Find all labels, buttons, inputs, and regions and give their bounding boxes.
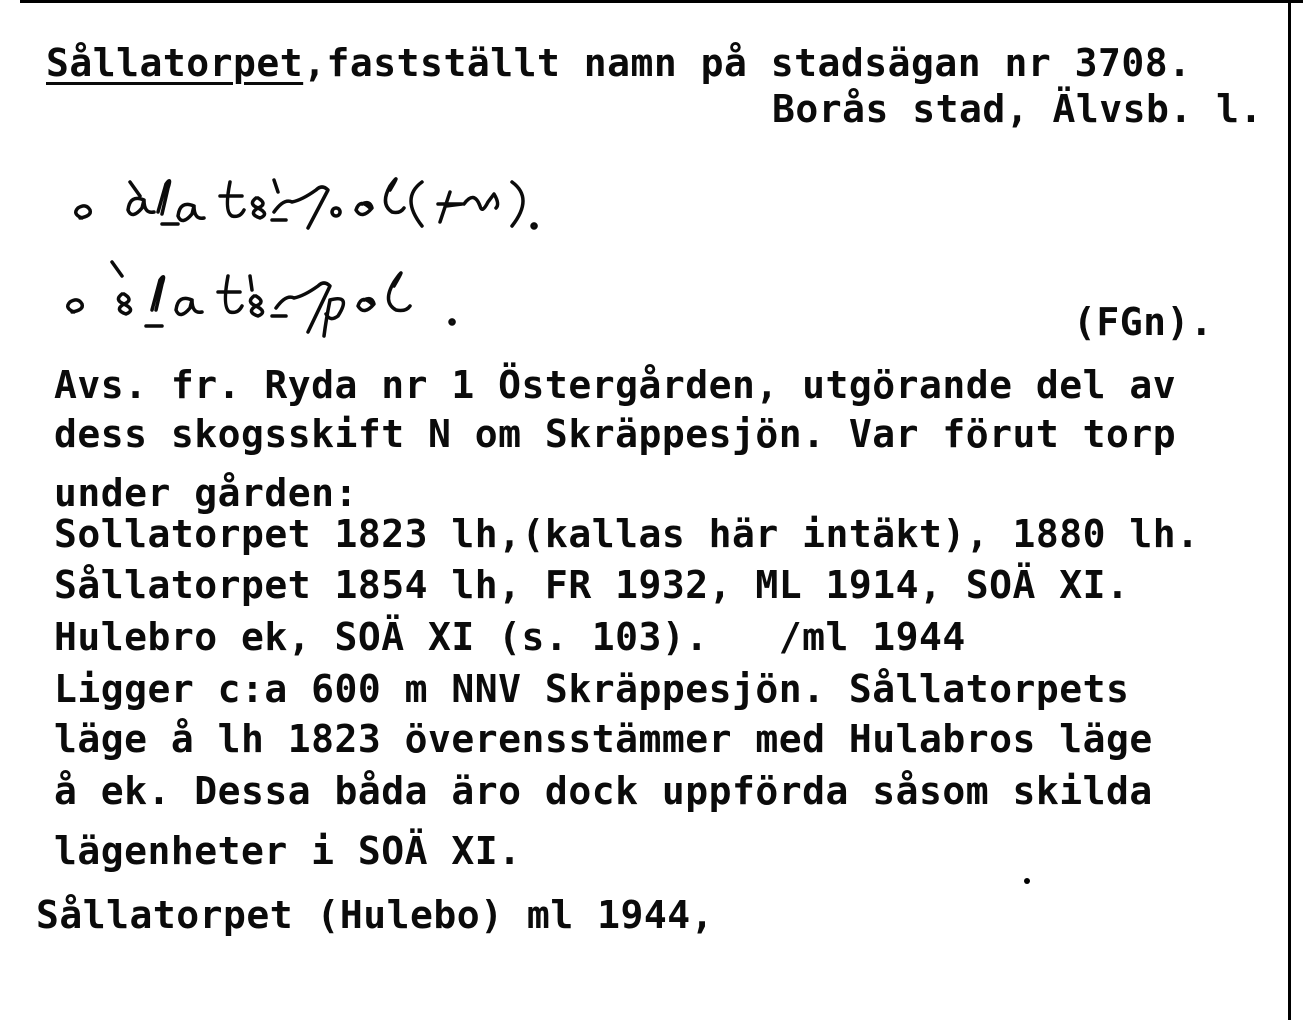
card-top-edge — [20, 0, 1303, 3]
card-right-edge — [1288, 0, 1291, 1020]
body-line-7: Ligger c:a 600 m NNV Skräppesjön. Sållatorpets — [54, 667, 1130, 711]
handwritten-pronunciation-2 — [60, 256, 540, 346]
body-line-10: lägenheter i SOÄ XI. — [54, 829, 522, 873]
header-line — [46, 41, 1192, 85]
body-line-2: dess skogsskift N om Skräppesjön. Var förut torp — [54, 412, 1177, 456]
body-line-4: Sollatorpet 1823 lh,(kallas här intäkt), 1880 lh. — [54, 512, 1200, 556]
body-line-9: å ek. Dessa båda äro dock uppförda såsom skilda — [54, 769, 1153, 813]
handwritten-pronunciation-1 — [60, 160, 860, 240]
source-tag: (FGn). — [1073, 300, 1214, 344]
footer-note: Sållatorpet (Hulebo) ml 1944, — [36, 893, 714, 937]
ink-dot — [1024, 878, 1030, 884]
body-line-1: Avs. fr. Ryda nr 1 Östergården, utgörande del av — [54, 363, 1177, 407]
header-location: Borås stad, Älvsb. l. — [772, 87, 1263, 131]
body-line-5: Sållatorpet 1854 lh, FR 1932, ML 1914, SOÄ XI. — [54, 563, 1130, 607]
header-description: ,fastställt namn på stadsägan nr 3708. — [303, 41, 1192, 85]
body-line-8: läge å lh 1823 överensstämmer med Hulabros läge — [54, 717, 1153, 761]
body-line-6: Hulebro ek, SOÄ XI (s. 103). /ml 1944 — [54, 615, 966, 659]
body-line-3: under gården: — [54, 471, 358, 515]
place-name-term: Sållatorpet — [46, 41, 304, 85]
